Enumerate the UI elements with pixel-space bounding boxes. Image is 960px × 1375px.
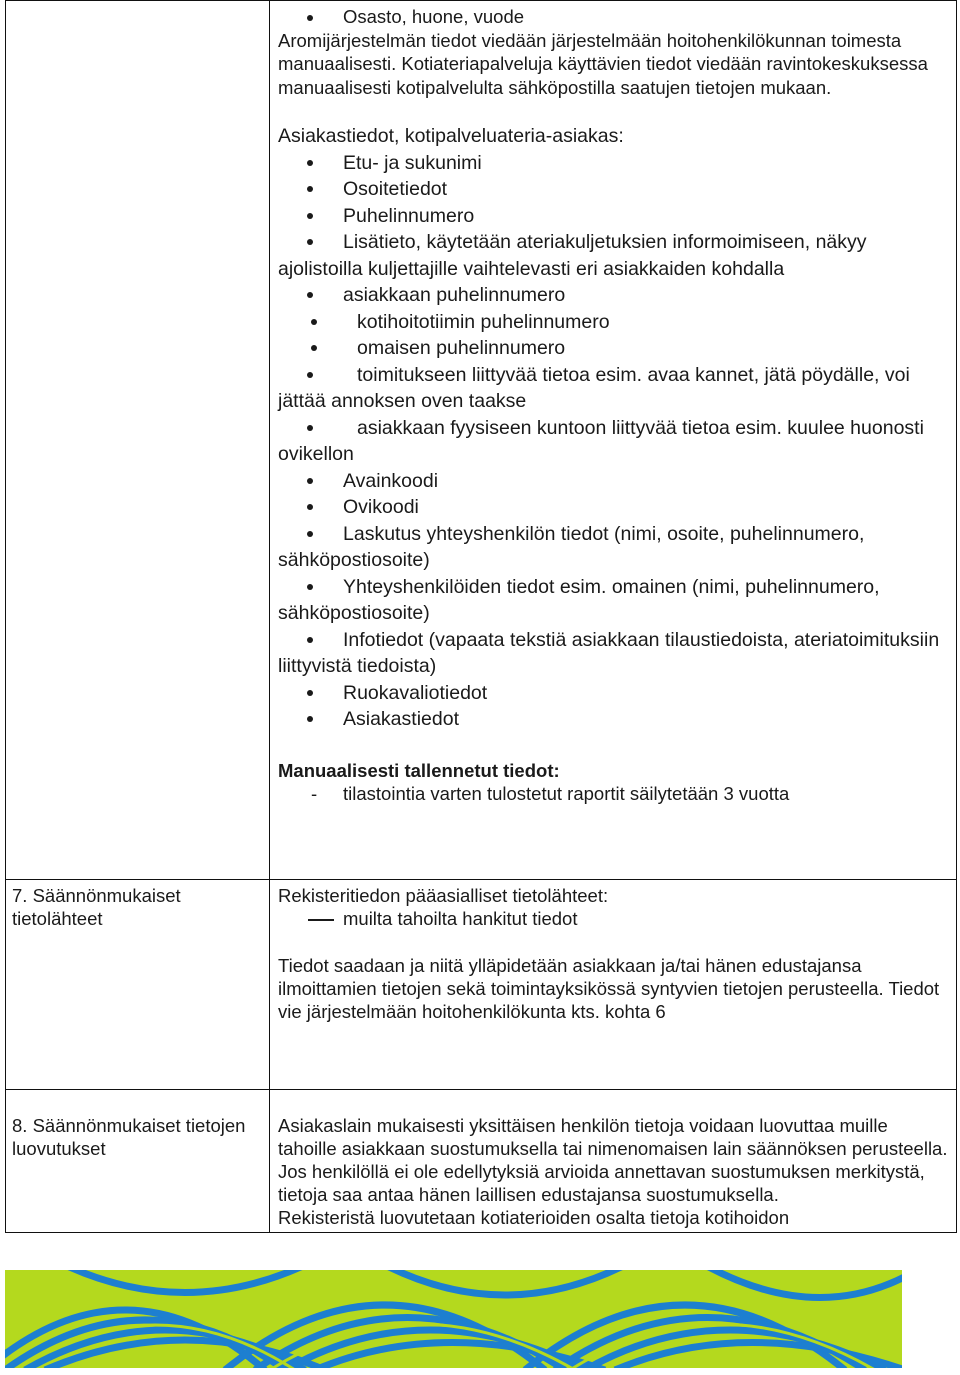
dash-list-item: - tilastointia varten tulostetut raportit säilytetään 3 vuotta: [278, 782, 950, 805]
list-item: Puhelinnumero: [278, 203, 950, 230]
sub-list-item: asiakkaan fyysiseen kuntoon liittyvää tietoa esim. kuulee huonosti ovikellon: [278, 415, 950, 468]
table-row-6-continued: [6, 1, 957, 880]
row-label-cell-empty: [6, 1, 270, 880]
sources-paragraph: Tiedot saadaan ja niitä ylläpidetään asiakkaan ja/tai hänen edustajansa ilmoittamien tietojen sekä toimintayksikössä syntyvien tietojen perusteella. Tiedot vie järjestelmään hoitohenkilökunta kts. kohta 6: [278, 955, 940, 1022]
row-label-cell: [6, 880, 270, 1090]
list-item: Osoitetiedot: [278, 176, 950, 203]
list-item: Asiakastiedot: [278, 706, 950, 733]
list-item: Avainkoodi: [278, 468, 950, 495]
customer-info-heading: Asiakastiedot, kotipalveluateria-asiakas:: [278, 125, 624, 147]
list-item: Ruokavaliotiedot: [278, 680, 950, 707]
decorative-wave-banner: [5, 1270, 902, 1368]
list-item: Yhteyshenkilöiden tiedot esim. omainen (nimi, puhelinnumero, sähköpostiosoite): [278, 574, 950, 627]
sub-list-item: kotihoitotiimin puhelinnumero: [278, 309, 950, 336]
table-row-7: [6, 880, 957, 1090]
section-8-label: 8. Säännönmukaiset tietojen luovutukset: [12, 1115, 246, 1159]
sources-heading: Rekisteritiedon pääasialliset tietolähteet:: [278, 885, 609, 906]
row-content-cell: [270, 1, 957, 880]
disclosure-last-line: Rekisteristä luovutetaan kotiaterioiden osalta tietoja kotihoidon: [278, 1207, 790, 1228]
row-content-cell: [270, 1090, 957, 1233]
sub-list-item: omaisen puhelinnumero: [278, 335, 950, 362]
dash-list-item: muilta tahoilta hankitut tiedot: [278, 907, 950, 930]
sub-list-item: asiakkaan puhelinnumero: [278, 282, 950, 309]
intro-paragraph: Aromijärjestelmän tiedot viedään järjestelmään hoitohenkilökunnan toimesta manuaalisesti. Kotiateriapalveluja käyttävien tiedot viedään ravintokeskuksessa manuaalisesti kotipalvelulta sähköpostilla saatujen tietojen mukaan.: [278, 29, 928, 98]
list-item: Infotiedot (vapaata tekstiä asiakkaan tilaustiedoista, ateriatoimituksiin liittyvistä tiedoista): [278, 627, 950, 680]
table-row-8: [6, 1090, 957, 1233]
disclosure-paragraph: Asiakaslain mukaisesti yksittäisen henkilön tietoja voidaan luovuttaa muille tahoille asiakkaan suostumuksella tai nimenomaisen lain säännöksen perusteella. Jos henkilöllä ei ole edellytyksiä arvioida annettavan suostumuksen merkitystä, tietoja saa antaa hänen laillisen edustajansa suostumuksella.: [278, 1115, 948, 1205]
manual-records-heading: Manuaalisesti tallennetut tiedot:: [278, 759, 560, 781]
register-description-table: [5, 0, 957, 1233]
list-item: Etu- ja sukunimi: [278, 150, 950, 177]
section-7-label: 7. Säännönmukaiset tietolähteet: [12, 885, 181, 929]
list-item: Osasto, huone, vuode: [278, 5, 950, 29]
list-item: Laskutus yhteyshenkilön tiedot (nimi, osoite, puhelinnumero, sähköpostiosoite): [278, 521, 950, 574]
row-label-cell: [6, 1090, 270, 1233]
list-item: Ovikoodi: [278, 494, 950, 521]
list-item: Lisätieto, käytetään ateriakuljetuksien informoimiseen, näkyy ajolistoilla kuljettajille vaihtelevasti eri asiakkaiden kohdalla: [278, 229, 950, 282]
row-content-cell: [270, 880, 957, 1090]
sub-list-item: toimitukseen liittyvää tietoa esim. avaa kannet, jätä pöydälle, voi jättää annoksen oven taakse: [278, 362, 950, 415]
